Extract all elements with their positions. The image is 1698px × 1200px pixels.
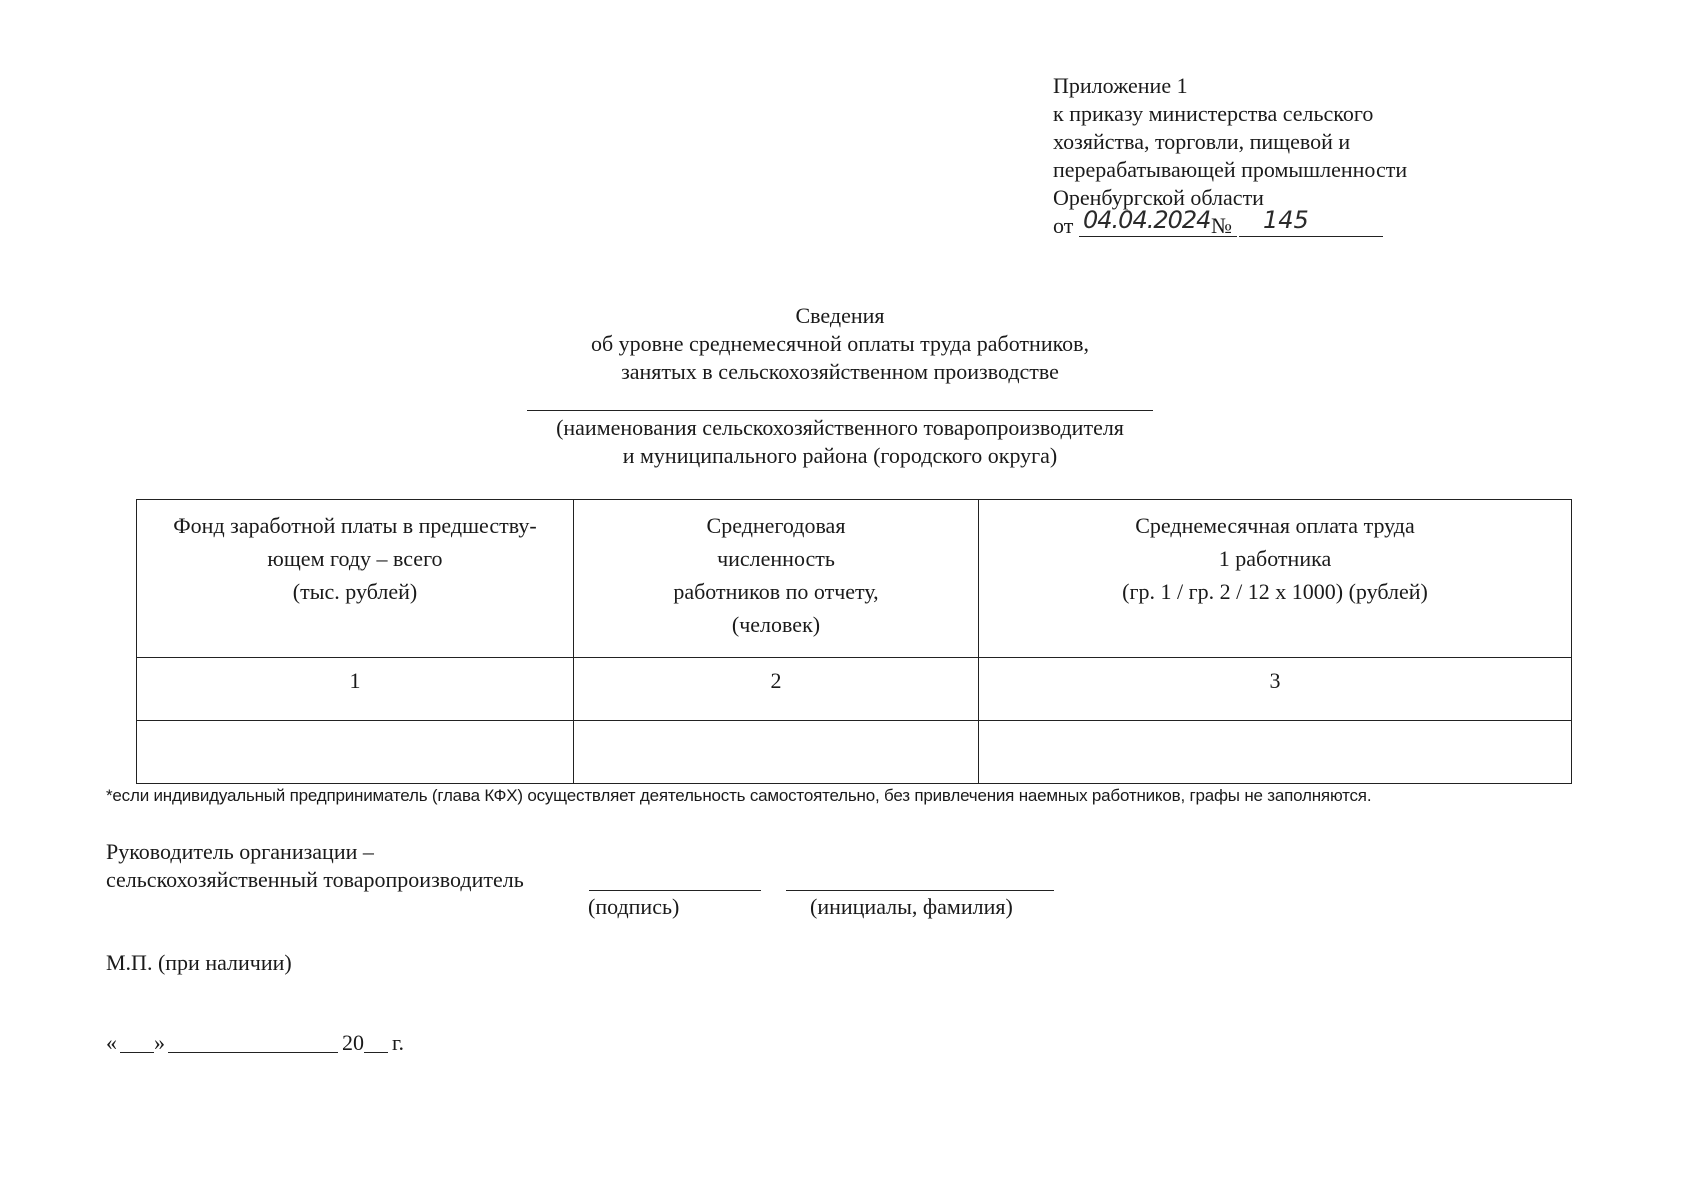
- input-cell-avg-salary[interactable]: [979, 721, 1572, 784]
- column-number: 2: [574, 658, 979, 721]
- appendix-line: Оренбургской области: [1053, 185, 1264, 210]
- header-text: работников по отчету,: [673, 579, 879, 604]
- input-cell-fund[interactable]: [137, 721, 574, 784]
- column-number: 3: [979, 658, 1572, 721]
- appendix-line: хозяйства, торговли, пищевой и: [1053, 129, 1351, 154]
- header-text: Среднемесячная оплата труда: [1135, 513, 1415, 538]
- month-field[interactable]: [168, 1052, 338, 1053]
- document-title: [500, 302, 1180, 386]
- input-cell-headcount[interactable]: [574, 721, 979, 784]
- initials-caption: (инициалы, фамилия): [810, 894, 1013, 919]
- title-line: Сведения: [795, 303, 885, 328]
- header-cell-fund: [137, 500, 574, 658]
- appendix-block: [1053, 72, 1473, 242]
- signature-label-line: сельскохозяйственный товаропроизводитель: [106, 867, 524, 892]
- stamp-place: М.П. (при наличии): [106, 950, 292, 975]
- caption-line: (наименования сельскохозяйственного товаропроизводителя: [556, 415, 1124, 440]
- signature-field[interactable]: [589, 890, 761, 891]
- column-number: 1: [137, 658, 574, 721]
- producer-name-field[interactable]: [527, 410, 1153, 411]
- header-text: (гр. 1 / гр. 2 / 12 x 1000) (рублей): [1122, 579, 1428, 604]
- initials-field[interactable]: [786, 890, 1054, 891]
- day-field[interactable]: [120, 1052, 154, 1053]
- order-reference: [1053, 206, 1473, 242]
- appendix-line: перерабатывающей промышленности: [1053, 157, 1408, 182]
- order-number-label: №: [1211, 213, 1232, 238]
- title-line: об уровне среднемесячной оплаты труда работников,: [590, 331, 1090, 356]
- header-text: Фонд заработной платы в предшеству-: [173, 513, 537, 538]
- header-text: Среднегодовая: [706, 513, 846, 538]
- order-number-underline: [1239, 236, 1383, 237]
- header-text: (тыс. рублей): [292, 579, 418, 604]
- producer-name-caption: [480, 414, 1200, 470]
- date-open-quote: «: [106, 1030, 117, 1055]
- signature-label: [106, 838, 524, 894]
- year-prefix: 20: [342, 1030, 364, 1055]
- header-text: ющем году – всего: [267, 546, 443, 571]
- signature-label-line: Руководитель организации –: [106, 839, 374, 864]
- year-suffix: г.: [392, 1030, 405, 1055]
- order-number-handwritten: 145: [1263, 206, 1309, 234]
- signature-caption: (подпись): [588, 894, 680, 919]
- table-header-row: [137, 500, 1572, 658]
- header-text: 1 работника: [1218, 546, 1332, 571]
- table-number-row: [137, 658, 1572, 721]
- year-field[interactable]: [364, 1052, 388, 1053]
- order-date-handwritten: 04.04.2024: [1083, 206, 1211, 234]
- table-data-row: [137, 721, 1572, 784]
- title-line: занятых в сельскохозяйственном производстве: [621, 359, 1059, 384]
- date-close-quote: »: [154, 1030, 165, 1055]
- header-text: (человек): [731, 612, 821, 637]
- appendix-line: к приказу министерства сельского: [1053, 101, 1374, 126]
- caption-line: и муниципального района (городского округа): [622, 443, 1058, 468]
- appendix-title: Приложение 1: [1053, 73, 1188, 98]
- header-cell-avg-salary: [979, 500, 1572, 658]
- footnote: *если индивидуальный предприниматель (глава КФХ) осуществляет деятельность самостоятельно, без привлечения наемных работников, графы не заполняются.: [106, 786, 1372, 805]
- order-from-label: от: [1053, 213, 1074, 238]
- salary-table: [136, 499, 1572, 784]
- header-text: численность: [717, 546, 835, 571]
- header-cell-headcount: [574, 500, 979, 658]
